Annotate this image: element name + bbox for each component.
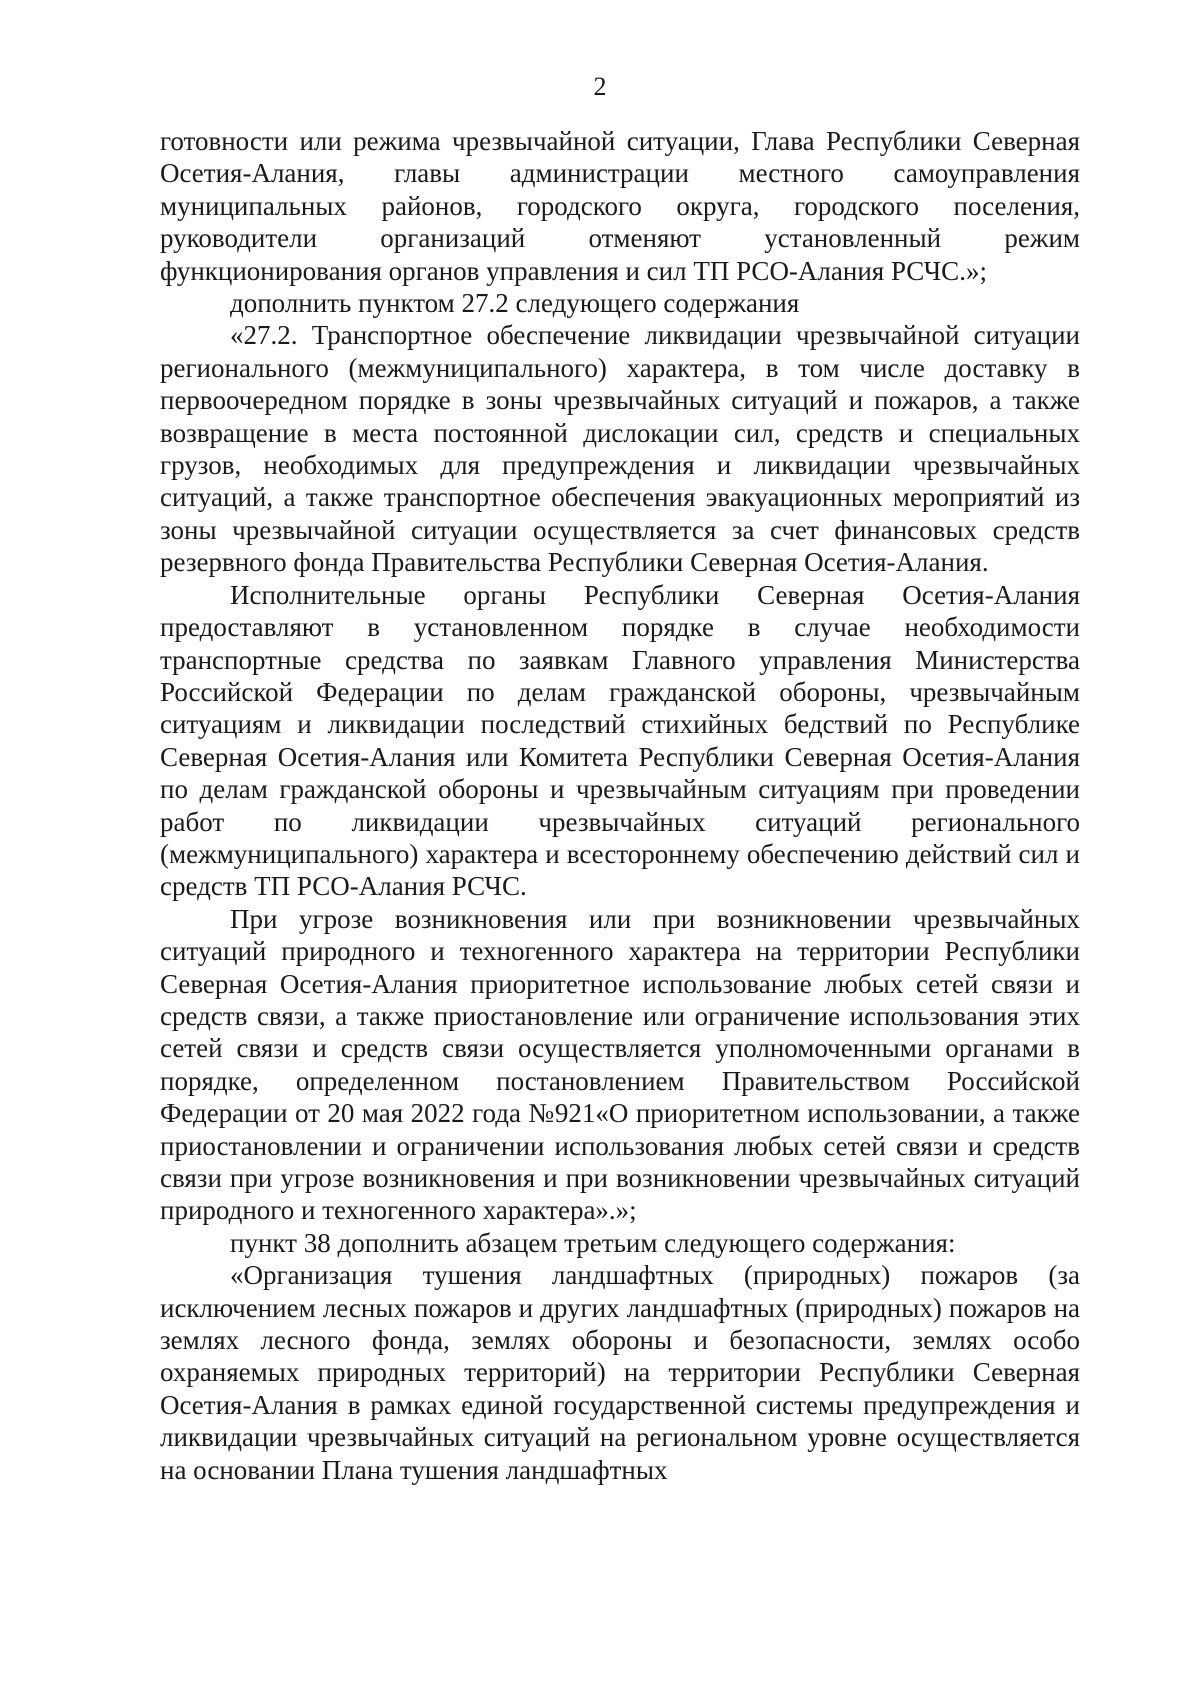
paragraph-continuation: готовности или режима чрезвычайной ситуации, Глава Республики Северная Осетия-Алания, главы администрации местного самоуправления муниципальных районов, городского округа, городского поселения, руководители организаций отменяют установленный режим функционирования органов управления и сил ТП РСО-Алания РСЧС.»; [160, 126, 1080, 286]
paragraph-executive-bodies: Исполнительные органы Республики Северная Осетия-Алания предоставляют в установленном порядке в случае необходимости транспортные средства по заявкам Главного управления Министерства Российской Федерации по делам гражданской обороны, чрезвычайным ситуациям и ликвидации последствий стихийных бедствий по Республике Северная Осетия-Алания или Комитета Республики Северная Осетия-Алания по делам гражданской обороны и чрезвычайным ситуациям при проведении работ по ликвидации чрезвычайных ситуаций регионального (межмуниципального) характера и всестороннему обеспечению действий сил и средств ТП РСО-Алания РСЧС. [160, 579, 1080, 902]
paragraph-landscape-fires: «Организация тушения ландшафтных (природных) пожаров (за исключением лесных пожаров и других ландшафтных (природных) пожаров на землях лесного фонда, землях обороны и безопасности, землях особо охраняемых природных территорий) на территории Республики Северная Осетия-Алания в рамках единой государственной системы предупреждения и ликвидации чрезвычайных ситуаций на региональном уровне осуществляется на основании Плана тушения ландшафтных [160, 1260, 1080, 1485]
paragraph-communications: При угрозе возникновения или при возникновении чрезвычайных ситуаций природного и техногенного характера на территории Республики Северная Осетия-Алания приоритетное использование любых сетей связи и средств связи, а также приостановление или ограничение использования этих сетей связи и средств связи осуществляется уполномоченными органами в порядке, определенном постановлением Правительством Российской Федерации от 20 мая 2022 года №921«О приоритетном использовании, а также приостановлении и ограничении использования любых сетей связи и средств связи при угрозе возникновения и при возникновении чрезвычайных ситуаций природного и техногенного характера».»; [160, 903, 1080, 1226]
paragraph-27-2: «27.2. Транспортное обеспечение ликвидации чрезвычайной ситуации регионального (межмуниципального) характера, в том числе доставку в первоочередном порядке в зоны чрезвычайных ситуаций и пожаров, а также возвращение в места постоянной дислокации сил, средств и специальных грузов, необходимых для предупреждения и ликвидации чрезвычайных ситуаций, а также транспортное обеспечения эвакуационных мероприятий из зоны чрезвычайной ситуации осуществляется за счет финансовых средств резервного фонда Правительства Республики Северная Осетия-Алания. [160, 320, 1080, 578]
document-body [160, 125, 1080, 1486]
paragraph-amendment-38-intro: пункт 38 дополнить абзацем третьим следующего содержания: [230, 1227, 956, 1258]
page-number: 2 [593, 72, 607, 101]
paragraph-amendment-27-2-intro: дополнить пунктом 27.2 следующего содержания [230, 288, 800, 319]
